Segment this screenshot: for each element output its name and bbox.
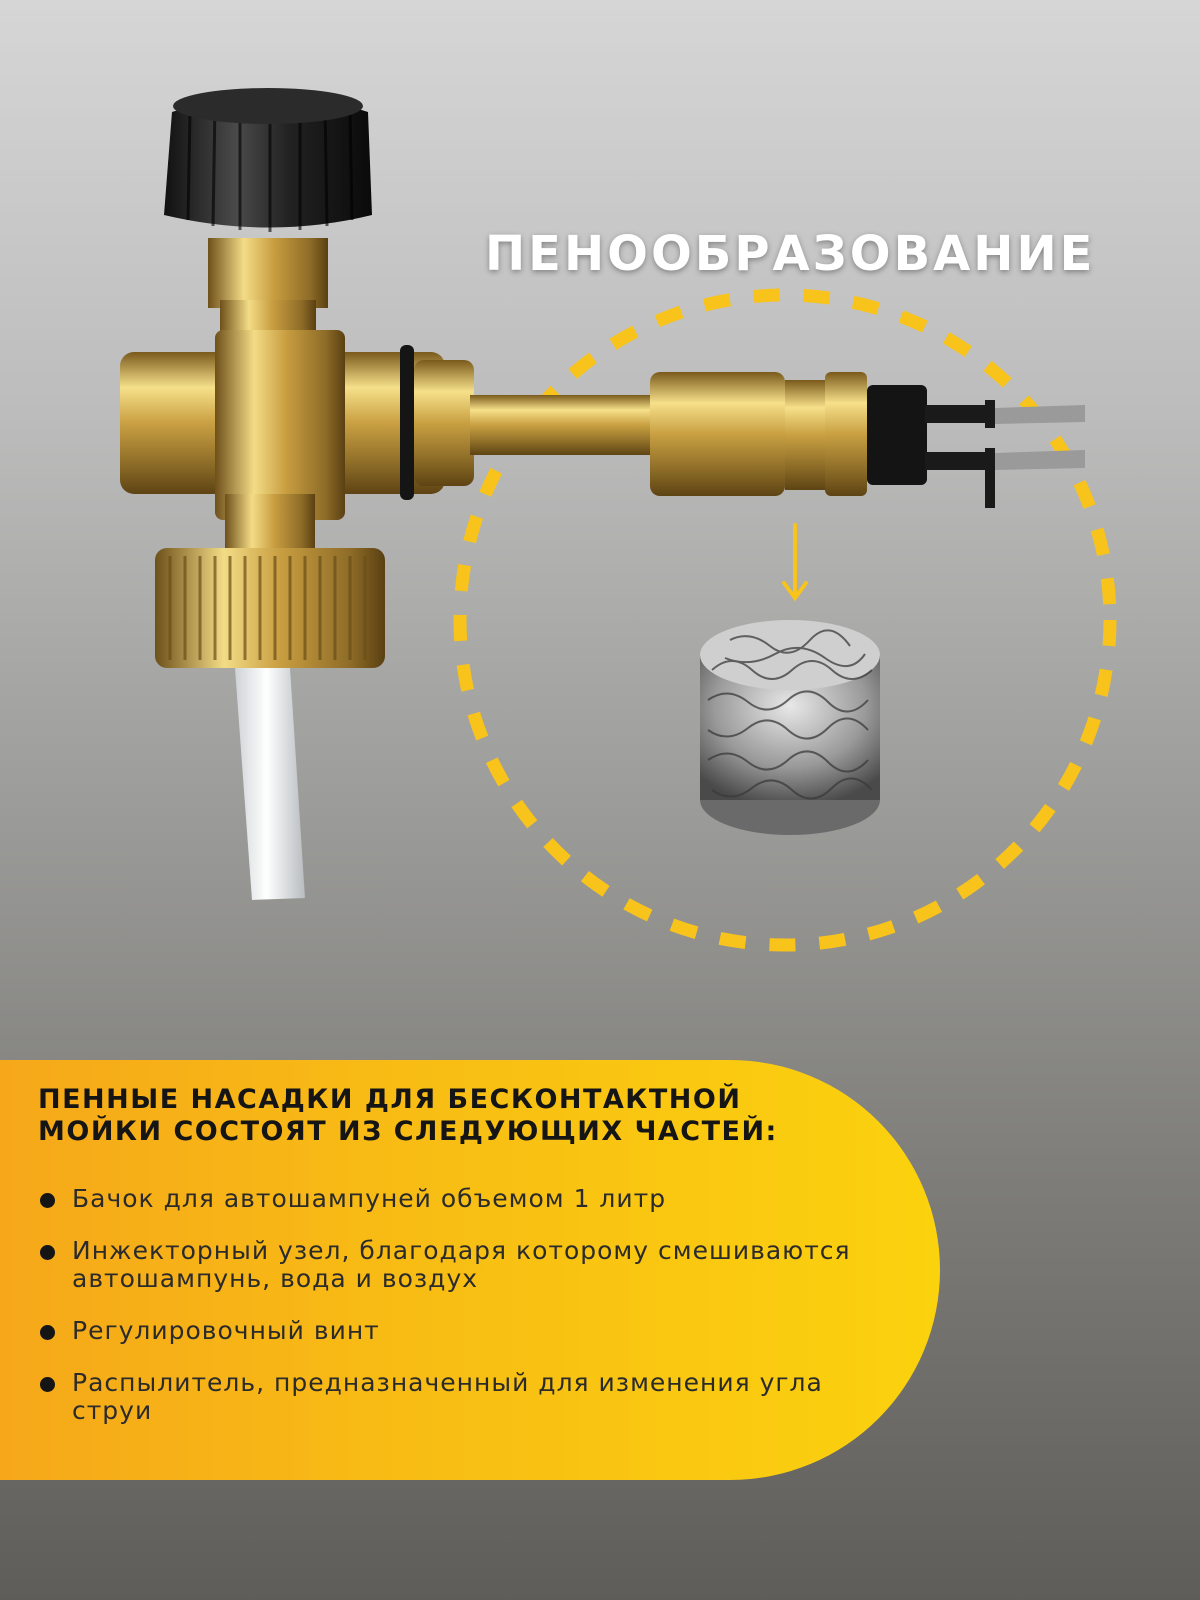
nozzle-tip bbox=[867, 385, 927, 485]
list-item bbox=[36, 1317, 896, 1345]
info-panel bbox=[0, 1060, 940, 1480]
parts-list bbox=[36, 1185, 896, 1449]
knurled-nut bbox=[155, 548, 385, 668]
list-item bbox=[36, 1185, 896, 1213]
list-item bbox=[36, 1369, 896, 1425]
list-item-text: Регулировочный винт bbox=[72, 1316, 380, 1345]
bullet-icon bbox=[40, 1325, 55, 1340]
injector-tube bbox=[470, 395, 660, 455]
panel-title: ПЕННЫЕ НАСАДКИ ДЛЯ БЕСКОНТАКТНОЙ МОЙКИ СОСТОЯТ ИЗ СЛЕДУЮЩИХ ЧАСТЕЙ: bbox=[38, 1084, 778, 1147]
adjustment-knob bbox=[164, 88, 372, 232]
suction-tube bbox=[235, 668, 305, 900]
foam-mesh-filter-image bbox=[700, 620, 880, 835]
list-item-text: Бачок для автошампуней объемом 1 литр bbox=[72, 1184, 667, 1213]
o-ring bbox=[400, 345, 414, 500]
down-arrow-icon bbox=[784, 525, 806, 598]
bullet-icon bbox=[40, 1377, 55, 1392]
bullet-icon bbox=[40, 1245, 55, 1260]
bullet-icon bbox=[40, 1193, 55, 1208]
stem-nut bbox=[208, 238, 328, 308]
list-item-text: Инжекторный узел, благодаря которому смешиваются автошампунь, вода и воздух bbox=[72, 1236, 851, 1293]
list-item bbox=[36, 1237, 896, 1293]
headline: ПЕНООБРАЗОВАНИЕ bbox=[485, 226, 1096, 282]
list-item-text: Распылитель, предназначенный для изменения угла струи bbox=[72, 1368, 823, 1425]
